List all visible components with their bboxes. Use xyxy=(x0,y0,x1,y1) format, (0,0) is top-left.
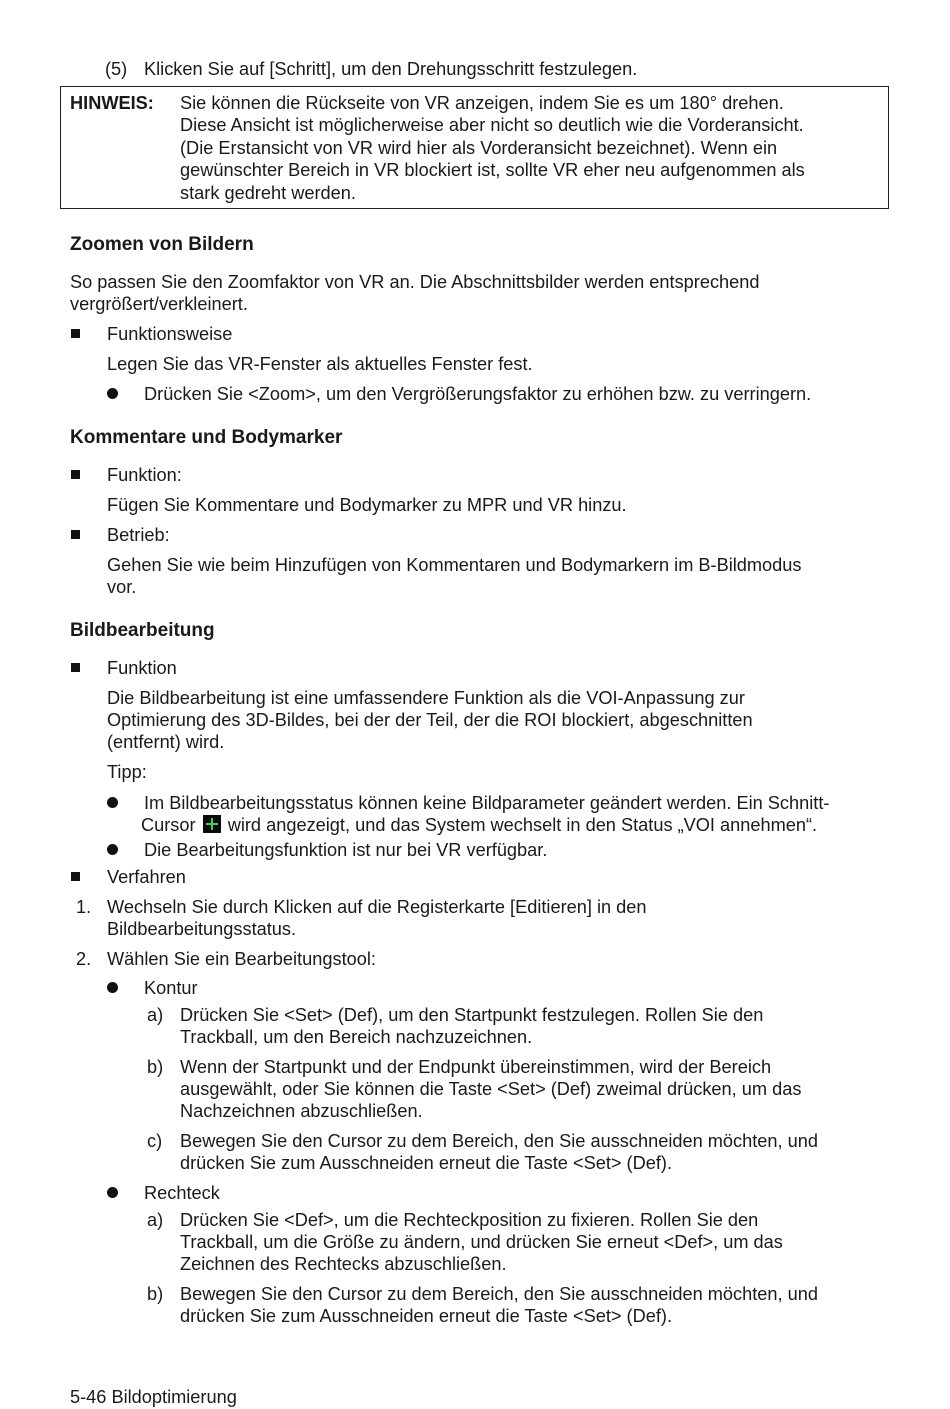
section-heading-edit: Bildbearbeitung xyxy=(70,620,215,641)
item-text: (entfernt) wird. xyxy=(107,732,225,752)
sub-text: Trackball, um den Bereich nachzuzeichnen. xyxy=(180,1027,533,1047)
step-number: (5) xyxy=(105,59,128,79)
round-bullet-icon xyxy=(107,388,118,399)
item-text: Optimierung des 3D-Bildes, bei der der Teil, der die ROI blockiert, abgeschnitten xyxy=(107,710,753,730)
item-label: Betrieb: xyxy=(107,525,170,545)
tool-label: Kontur xyxy=(144,978,198,998)
round-bullet-icon xyxy=(107,797,118,808)
item-label: Funktion xyxy=(107,658,177,678)
tool-label: Rechteck xyxy=(144,1183,220,1203)
sub-letter: a) xyxy=(147,1005,164,1025)
square-bullet-icon xyxy=(71,872,80,881)
sub-text: Bewegen Sie den Cursor zu dem Bereich, den Sie ausschneiden möchten, und xyxy=(180,1131,818,1151)
item-label: Funktion: xyxy=(107,465,182,485)
item-text: Fügen Sie Kommentare und Bodymarker zu MPR und VR hinzu. xyxy=(107,495,627,515)
note-line: Diese Ansicht ist möglicherweise aber nicht so deutlich wie die Vorderansicht. xyxy=(180,115,804,135)
sub-text: Zeichnen des Rechtecks abzuschließen. xyxy=(180,1254,507,1274)
item-label: Funktionsweise xyxy=(107,324,233,344)
bullet-text-part: wird angezeigt, und das System wechselt in den Status „VOI annehmen“. xyxy=(227,815,818,835)
sub-text: Trackball, um die Größe zu ändern, und drücken Sie erneut <Def>, um das xyxy=(180,1232,783,1252)
sub-letter: a) xyxy=(147,1210,164,1230)
sub-text: Drücken Sie <Set> (Def), um den Startpunkt festzulegen. Rollen Sie den xyxy=(180,1005,764,1025)
note-line: Sie können die Rückseite von VR anzeigen, indem Sie es um 180° drehen. xyxy=(180,93,784,113)
item-text: Legen Sie das VR-Fenster als aktuelles Fenster fest. xyxy=(107,354,533,374)
note-line: stark gedreht werden. xyxy=(180,183,356,203)
round-bullet-icon xyxy=(107,982,118,993)
sub-letter: b) xyxy=(147,1057,164,1077)
bullet-text: Drücken Sie <Zoom>, um den Vergrößerungsfaktor zu erhöhen bzw. zu verringern. xyxy=(144,384,812,404)
step-number: 1. xyxy=(76,897,92,917)
bullet-text-part: Cursor xyxy=(141,815,196,835)
step-text: Bildbearbeitungsstatus. xyxy=(107,919,297,939)
item-label: Verfahren xyxy=(107,867,186,887)
step-number: 2. xyxy=(76,949,92,969)
sub-text: drücken Sie zum Ausschneiden erneut die Taste <Set> (Def). xyxy=(180,1306,673,1326)
step-text: Klicken Sie auf [Schritt], um den Drehungsschritt festzulegen. xyxy=(144,59,638,79)
step-text: Wechseln Sie durch Klicken auf die Registerkarte [Editieren] in den xyxy=(107,897,647,917)
square-bullet-icon xyxy=(71,663,80,672)
note-line: gewünschter Bereich in VR blockiert ist, sollte VR eher neu aufgenommen als xyxy=(180,160,805,180)
tip-label: Tipp: xyxy=(107,762,147,782)
sub-text: Nachzeichnen abzuschließen. xyxy=(180,1101,423,1121)
step-text: Wählen Sie ein Bearbeitungstool: xyxy=(107,949,376,969)
cut-cursor-icon xyxy=(203,815,221,833)
bullet-text: Die Bearbeitungsfunktion ist nur bei VR verfügbar. xyxy=(144,840,548,860)
note-label: HINWEIS: xyxy=(70,93,154,113)
sub-text: ausgewählt, oder Sie können die Taste <Set> (Def) zweimal drücken, um das xyxy=(180,1079,802,1099)
paragraph-line: vergrößert/verkleinert. xyxy=(70,294,248,314)
square-bullet-icon xyxy=(71,329,80,338)
square-bullet-icon xyxy=(71,470,80,479)
section-heading-comments: Kommentare und Bodymarker xyxy=(70,427,343,448)
note-line: (Die Erstansicht von VR wird hier als Vorderansicht bezeichnet). Wenn ein xyxy=(180,138,778,158)
bullet-text: Im Bildbearbeitungsstatus können keine Bildparameter geändert werden. Ein Schnitt- xyxy=(144,793,830,813)
item-text: Gehen Sie wie beim Hinzufügen von Kommentaren und Bodymarkern im B-Bildmodus xyxy=(107,555,802,575)
section-heading-zoom: Zoomen von Bildern xyxy=(70,234,254,255)
item-text: Die Bildbearbeitung ist eine umfassendere Funktion als die VOI-Anpassung zur xyxy=(107,688,745,708)
sub-text: drücken Sie zum Ausschneiden erneut die Taste <Set> (Def). xyxy=(180,1153,673,1173)
page-footer: 5-46 Bildoptimierung xyxy=(70,1387,237,1407)
bullet-text xyxy=(141,814,817,837)
round-bullet-icon xyxy=(107,844,118,855)
paragraph-line: So passen Sie den Zoomfaktor von VR an. Die Abschnittsbilder werden entsprechend xyxy=(70,272,760,292)
square-bullet-icon xyxy=(71,530,80,539)
sub-text: Wenn der Startpunkt und der Endpunkt übereinstimmen, wird der Bereich xyxy=(180,1057,772,1077)
sub-letter: b) xyxy=(147,1284,164,1304)
round-bullet-icon xyxy=(107,1187,118,1198)
sub-text: Drücken Sie <Def>, um die Rechteckposition zu fixieren. Rollen Sie den xyxy=(180,1210,759,1230)
item-text: vor. xyxy=(107,577,137,597)
sub-text: Bewegen Sie den Cursor zu dem Bereich, den Sie ausschneiden möchten, und xyxy=(180,1284,818,1304)
sub-letter: c) xyxy=(147,1131,163,1151)
